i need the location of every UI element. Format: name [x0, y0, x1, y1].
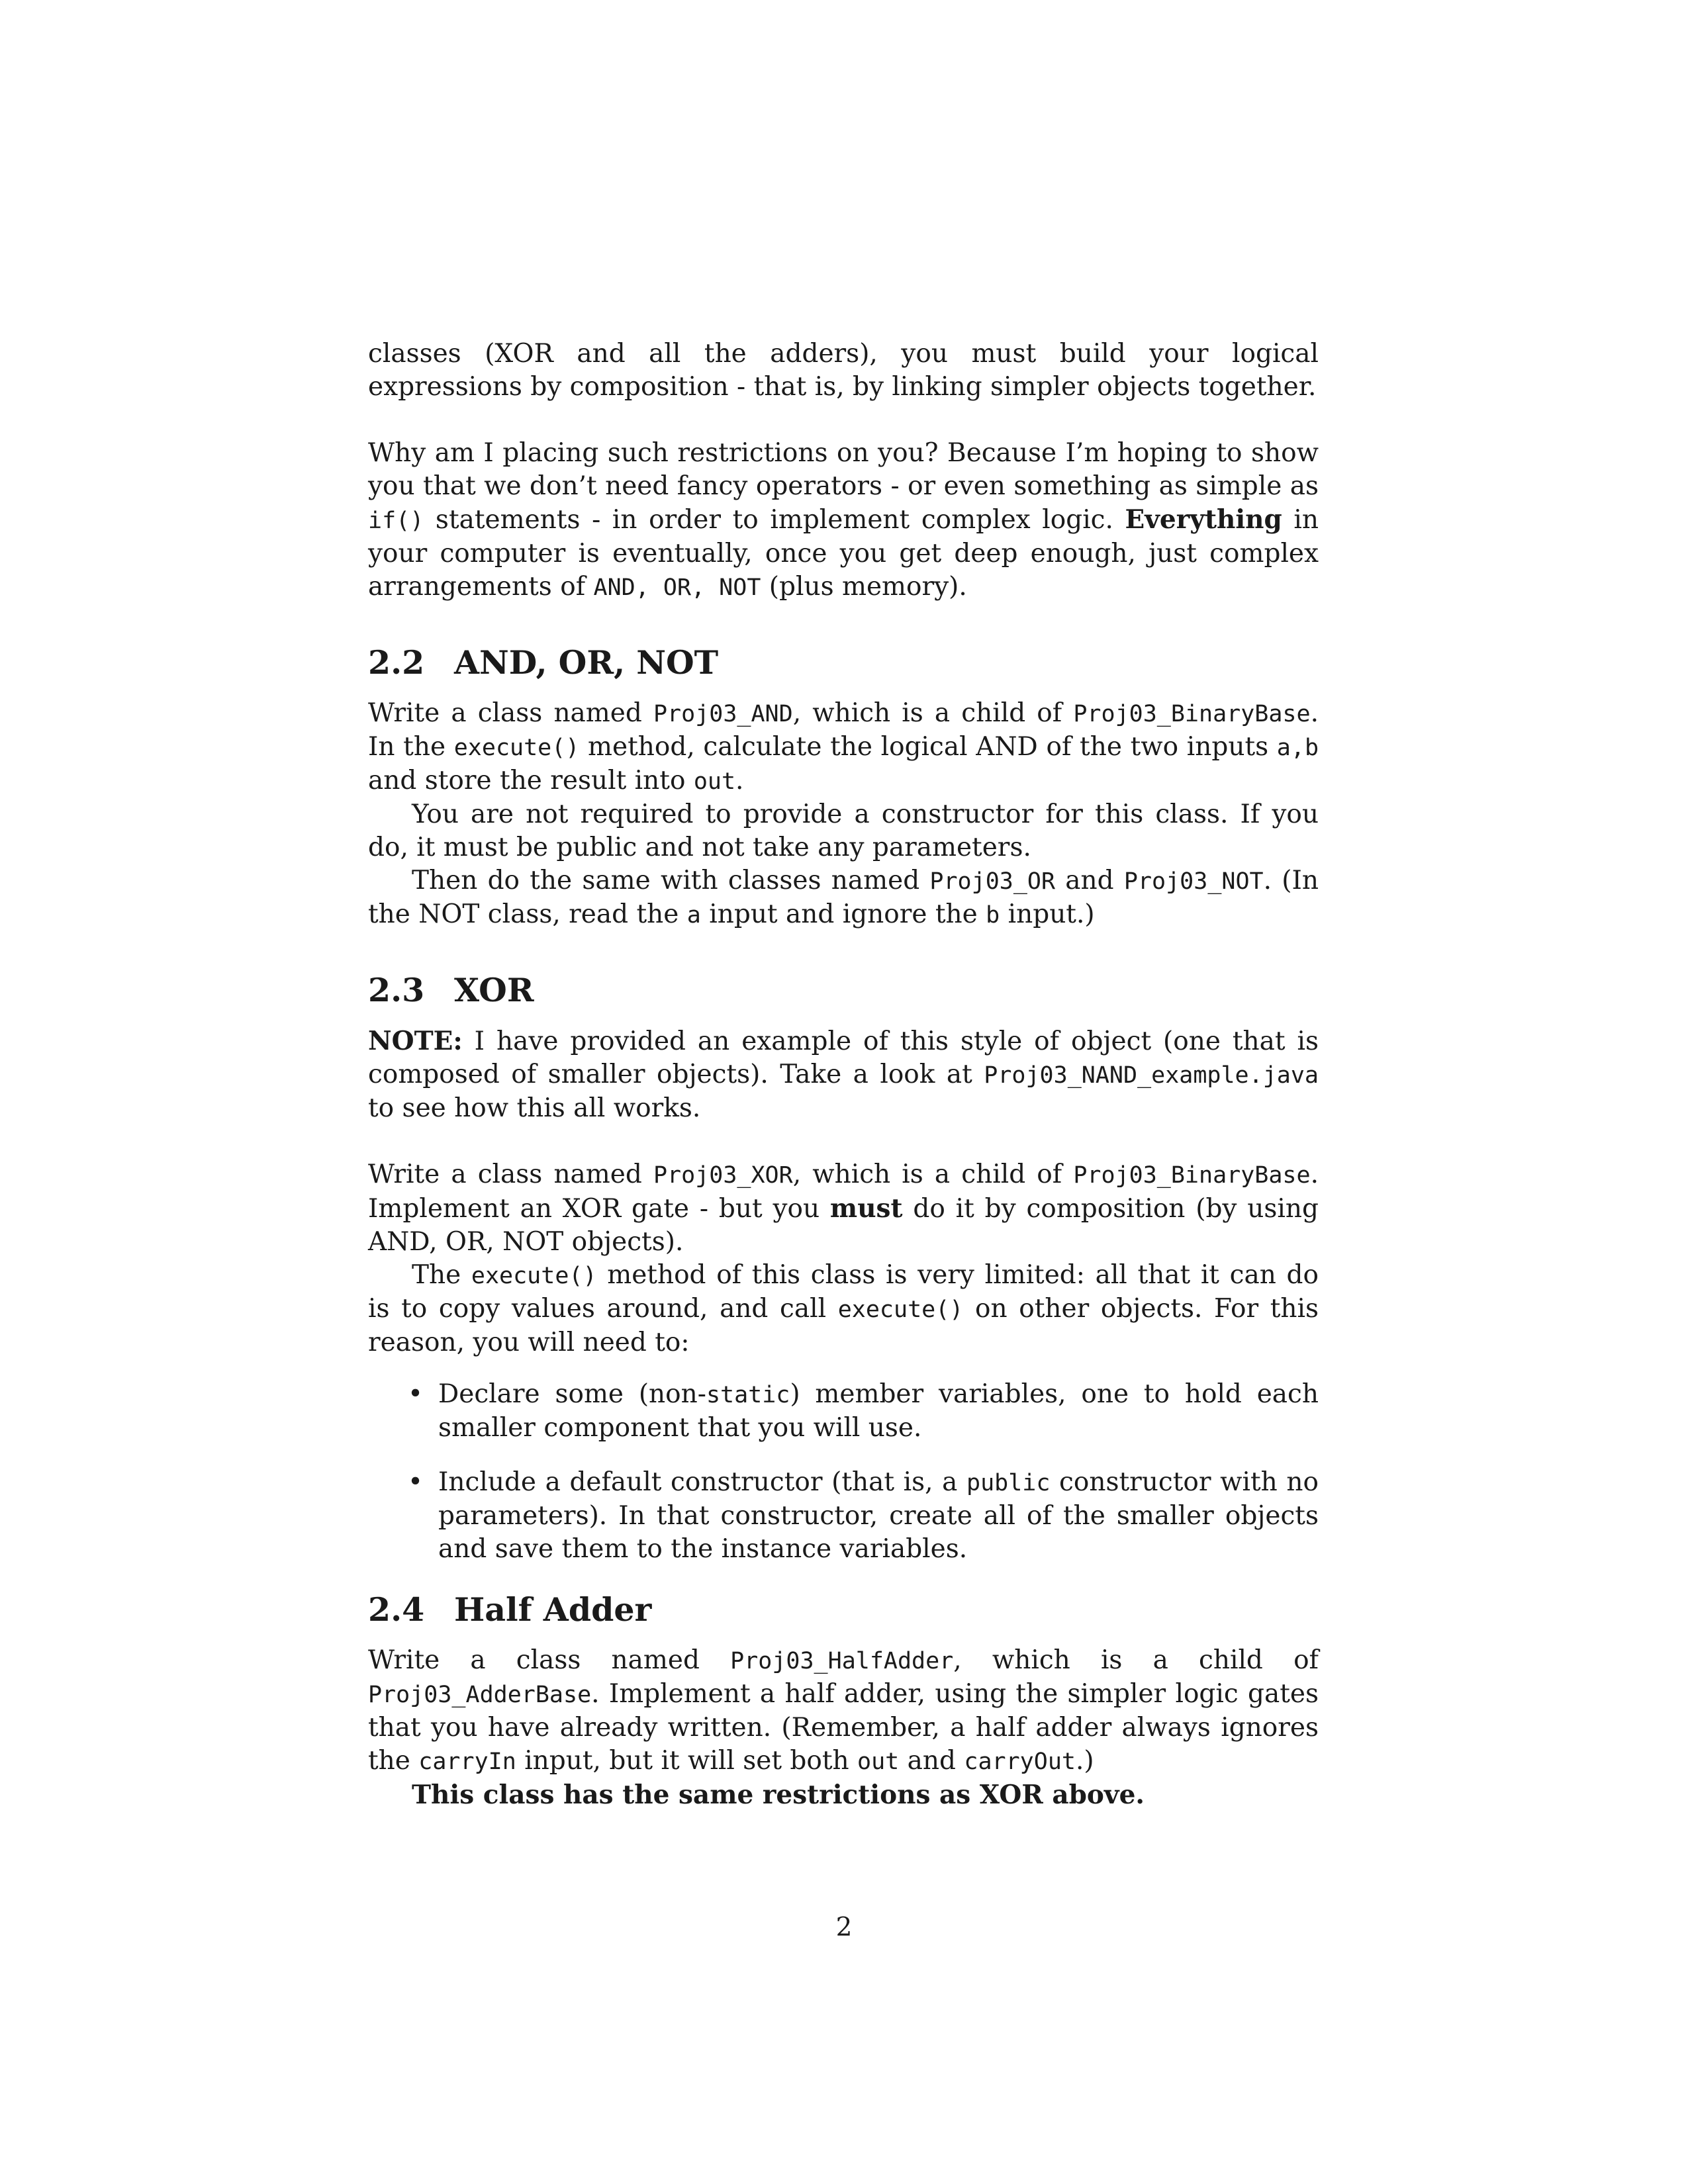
section-title: AND, OR, NOT — [454, 643, 719, 682]
text-run: , which is a child of — [953, 1645, 1319, 1675]
text-run: Write a class named — [368, 1160, 653, 1189]
text-run: input, but it will set both — [516, 1746, 858, 1776]
bullet-icon: • — [408, 1467, 424, 1497]
text-run: Write a class named — [368, 698, 653, 728]
code-span: if() — [368, 508, 424, 534]
bullet-icon: • — [408, 1379, 424, 1409]
section-number: 2.2 — [368, 643, 425, 682]
code-span: out — [693, 768, 736, 795]
code-span: execute() — [453, 735, 580, 761]
code-span: public — [966, 1470, 1051, 1496]
page-number: 2 — [835, 1913, 853, 1942]
code-span: Proj03_OR — [929, 868, 1056, 895]
code-span: Proj03_XOR — [653, 1162, 793, 1189]
intro-paragraph-2 — [368, 437, 1319, 604]
section-heading-2-3 — [368, 970, 1319, 1010]
code-span: b — [986, 902, 1000, 929]
code-span: static — [706, 1382, 790, 1408]
section-2-2-paragraph-2 — [368, 798, 1319, 864]
code-span: a,b — [1276, 735, 1319, 761]
code-span: out — [857, 1749, 900, 1775]
text-run: constructor with no parameters). In that constructor, create all of the smaller objects and save them to the instance variables. — [438, 1467, 1319, 1564]
section-number: 2.3 — [368, 971, 425, 1009]
text-run: classes (XOR and all the adders), you must build your logical expressions by composition - that is, by linking simpler objects together. — [368, 339, 1319, 402]
text-run: . Implement an XOR gate - but you — [368, 1160, 1319, 1224]
code-span: execute() — [471, 1263, 597, 1289]
section-heading-2-2 — [368, 643, 1319, 682]
section-2-3-paragraph-1 — [368, 1158, 1319, 1259]
text-run: method of this class is very limited: all that it can do is to copy values around, and call — [368, 1260, 1319, 1324]
bold-text: must — [829, 1193, 903, 1224]
text-run: . — [735, 766, 744, 796]
text-run: input.) — [1000, 899, 1095, 929]
text-run: You are not required to provide a constructor for this class. If you do, it must be public and not take any parameters. — [368, 799, 1319, 862]
text-run: statements - in order to implement complex logic. — [424, 505, 1125, 535]
text-run: to see how this all works. — [368, 1093, 701, 1123]
code-span: a — [686, 902, 701, 929]
list-item — [368, 1378, 1319, 1445]
text-run: do it by composition (by using AND, OR, NOT objects). — [368, 1194, 1319, 1257]
code-span: Proj03_NOT — [1123, 868, 1264, 895]
code-span: Proj03_HalfAdder — [730, 1648, 954, 1674]
section-2-3-note — [368, 1024, 1319, 1125]
text-run: Then do the same with classes named — [412, 866, 930, 895]
code-span: execute() — [837, 1297, 964, 1323]
text-run: The — [412, 1260, 471, 1290]
text-run: I have provided an example of this style of object (one that is composed of smaller objects). Take a look at — [368, 1026, 1319, 1089]
text-run: . In the — [368, 698, 1319, 762]
text-run: and — [899, 1746, 964, 1776]
code-span: Proj03_AdderBase — [368, 1682, 592, 1708]
text-run: in your computer is eventually, once you get deep enough, just complex arrangements of — [368, 505, 1319, 602]
code-span: Proj03_BinaryBase — [1073, 701, 1311, 727]
code-span: Proj03_AND — [653, 701, 793, 727]
code-span: AND, OR, NOT — [593, 574, 761, 601]
list-item-text — [438, 1467, 1319, 1564]
section-2-2-paragraph-3 — [368, 864, 1319, 932]
code-span: Proj03_BinaryBase — [1073, 1162, 1311, 1189]
code-span: Proj03_NAND_example.java — [984, 1062, 1319, 1089]
text-run: method, calculate the logical AND of the two inputs — [579, 732, 1277, 762]
intro-paragraph-1 — [368, 338, 1319, 404]
text-run: Write a class named — [368, 1645, 731, 1675]
section-2-4-paragraph-1 — [368, 1644, 1319, 1778]
requirements-list — [368, 1378, 1319, 1566]
section-2-3-paragraph-2 — [368, 1259, 1319, 1359]
text-run: Declare some (non- — [438, 1379, 706, 1409]
text-run: . Implement a half adder, using the simpler logic gates that you have already written. (Remember, a half adder always ignores the — [368, 1679, 1319, 1776]
text-run: and — [1055, 866, 1124, 895]
text-run: . (In the NOT class, read the — [368, 866, 1319, 929]
bold-text: This class has the same restrictions as XOR above. — [412, 1780, 1145, 1810]
text-run: , which is a child of — [792, 698, 1074, 728]
section-2-2-paragraph-1 — [368, 697, 1319, 798]
text-run: ) member variables, one to hold each smaller component that you will use. — [438, 1379, 1319, 1443]
section-heading-2-4 — [368, 1590, 1319, 1629]
text-run: (plus memory). — [761, 572, 967, 602]
text-run: on other objects. For this reason, you will need to: — [368, 1294, 1319, 1357]
text-run: Include a default constructor (that is, a — [438, 1467, 966, 1497]
text-run: and store the result into — [368, 766, 694, 796]
text-run: Why am I placing such restrictions on you? Because I’m hoping to show you that we don’t need fancy operators - or even something as simple as — [368, 438, 1319, 501]
code-span: carryIn — [418, 1749, 516, 1775]
list-item-text — [438, 1379, 1319, 1443]
list-item — [368, 1466, 1319, 1566]
text-run: input and ignore the — [700, 899, 986, 929]
bold-text: NOTE: — [368, 1026, 463, 1056]
section-number: 2.4 — [368, 1590, 425, 1629]
text-run: .) — [1075, 1746, 1094, 1776]
code-span: carryOut — [964, 1749, 1076, 1775]
section-title: XOR — [454, 971, 534, 1009]
section-title: Half Adder — [454, 1590, 652, 1629]
document-page — [368, 338, 1319, 1812]
text-run: , which is a child of — [792, 1160, 1074, 1189]
bold-text: Everything — [1125, 504, 1282, 535]
section-2-4-paragraph-2 — [368, 1778, 1319, 1812]
